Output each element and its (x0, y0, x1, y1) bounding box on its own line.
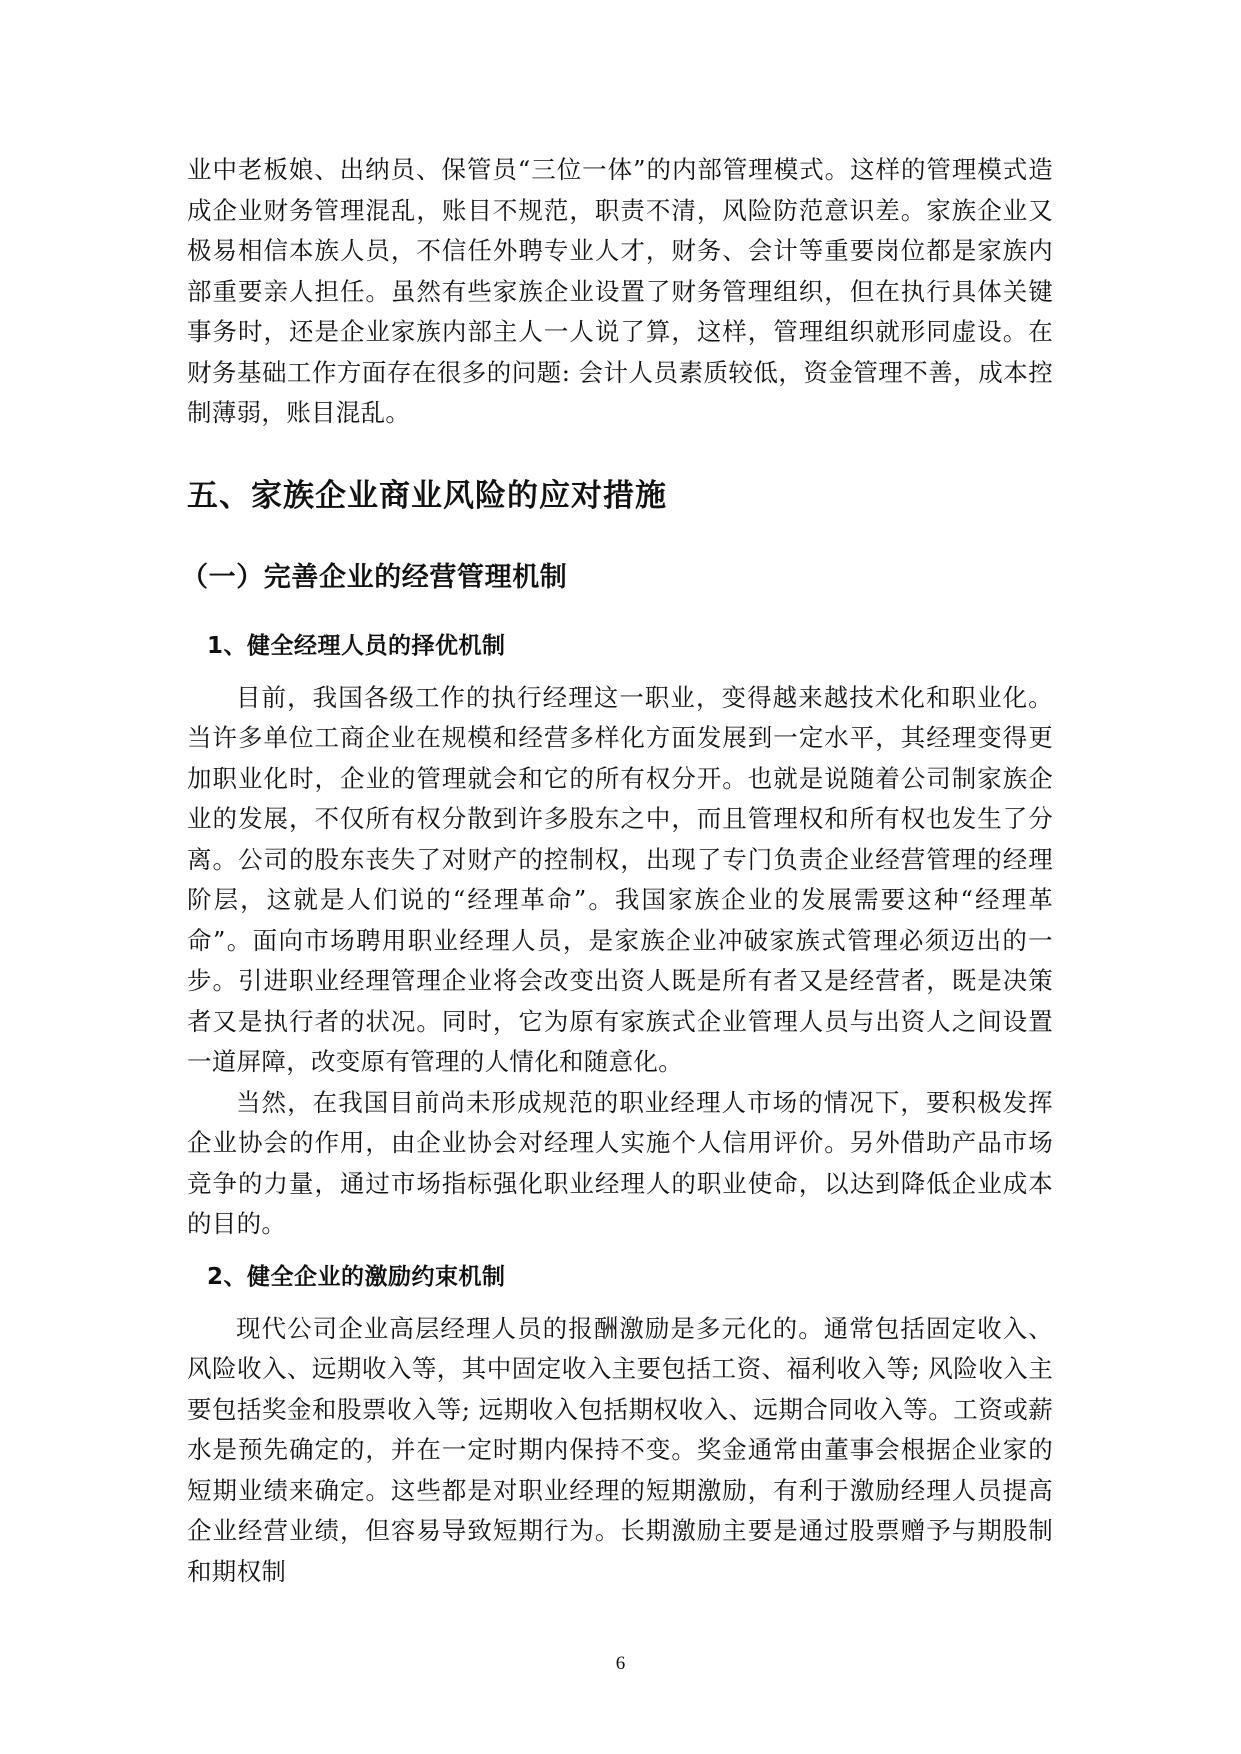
item2-heading: 2、健全企业的激励约束机制 (207, 1263, 506, 1290)
subsection-heading: （一）完善企业的经营管理机制 (181, 561, 568, 593)
item2-paragraph-1: 现代公司企业高层经理人员的报酬激励是多元化的。通常包括固定收入、风险收入、远期收入等，其中固定收入主要包括工资、福利收入等; 风险收入主要包括奖金和股票收入等; 远期收入包括期权收入、远期合同收入等。工资或薪水是预先确定的，并在一定时期内保持不变。奖金通常由董事会根据企业家的短期业绩来确定。这些都是对职业经理的短期激励，有利于激励经理人员提高企业经营业绩，但容易导致短期行为。长期激励主要是通过股票赠予与期股制和期权制 (187, 1313, 1053, 1586)
item1-heading: 1、健全经理人员的择优机制 (207, 632, 506, 659)
item1-paragraph-1: 目前，我国各级工作的执行经理这一职业，变得越来越技术化和职业化。当许多单位工商企业在规模和经营多样化方面发展到一定水平，其经理变得更加职业化时，企业的管理就会和它的所有权分开。也就是说随着公司制家族企业的发展，不仅所有权分散到许多股东之中，而且管理权和所有权也发生了分离。公司的股东丧失了对财产的控制权，出现了专门负责企业经营管理的经理阶层，这就是人们说的“经理革命”。我国家族企业的发展需要这种“经理革命”。面向市场聘用职业经理人员，是家族企业冲破家族式管理必须迈出的一步。引进职业经理管理企业将会改变出资人既是所有者又是经营者，既是决策者又是执行者的状况。同时，它为原有家族式企业管理人员与出资人之间设置一道屏障，改变原有管理的人情化和随意化。 (187, 682, 1053, 1076)
intro-paragraph: 业中老板娘、出纳员、保管员“三位一体”的内部管理模式。这样的管理模式造成企业财务管理混乱，账目不规范，职责不清，风险防范意识差。家族企业又极易相信本族人员，不信任外聘专业人才，财务、会计等重要岗位都是家族内部重要亲人担任。虽然有些家族企业设置了财务管理组织，但在执行具体关键事务时，还是企业家族内部主人一人说了算，这样，管理组织就形同虚设。在财务基础工作方面存在很多的问题: 会计人员素质较低，资金管理不善，成本控制薄弱，账目混乱。 (187, 155, 1053, 427)
section-heading: 五、家族企业商业风险的应对措施 (187, 477, 667, 514)
item1-paragraph-2: 当然，在我国目前尚未形成规范的职业经理人市场的情况下，要积极发挥企业协会的作用，由企业协会对经理人实施个人信用评价。另外借助产品市场竞争的力量，通过市场指标强化职业经理人的职业使命，以达到降低企业成本的目的。 (187, 1087, 1053, 1238)
page-number: 6 (615, 1653, 626, 1674)
page-content (181, 150, 1053, 1592)
